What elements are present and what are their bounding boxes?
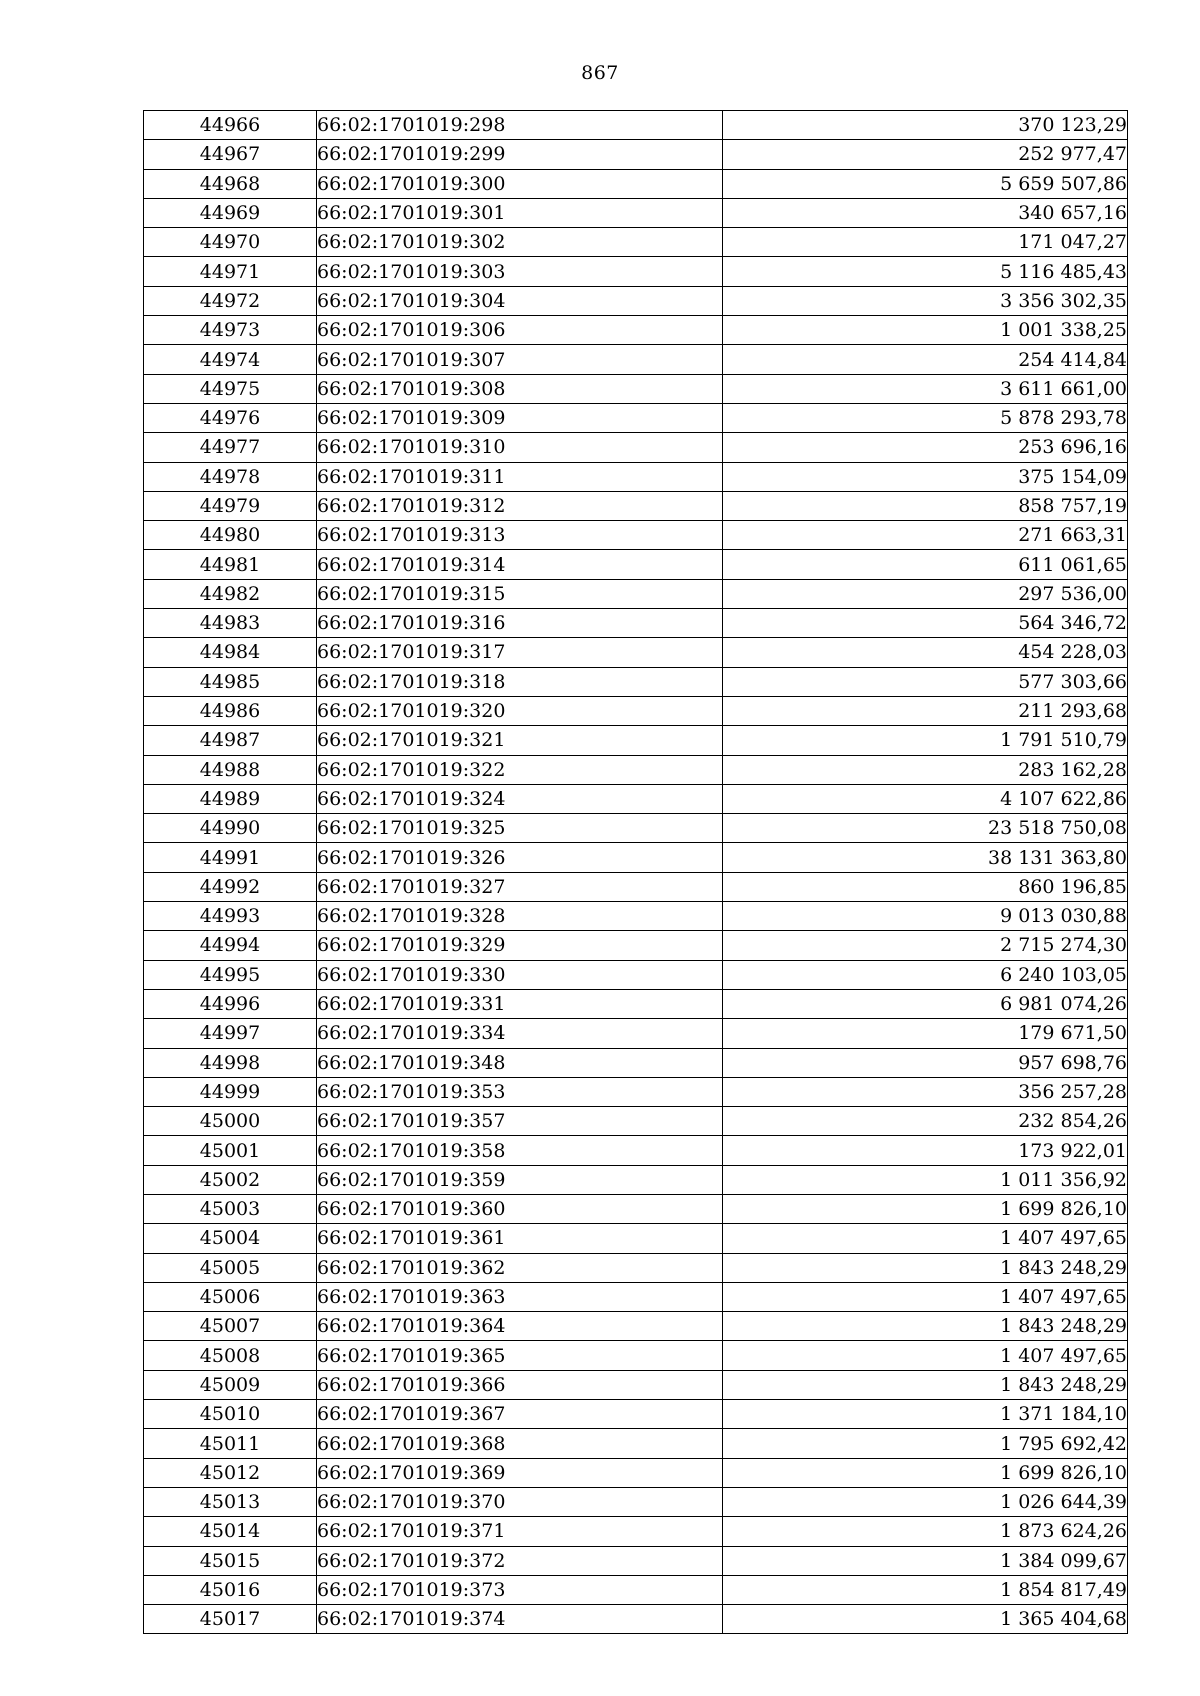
table-row (144, 1517, 1128, 1546)
cadastral-number-cell: 66:02:1701019:325 (317, 814, 723, 843)
cadastral-number-cell: 66:02:1701019:321 (317, 726, 723, 755)
cadastral-value-cell: 9 013 030,88 (723, 902, 1128, 931)
table-row (144, 989, 1128, 1018)
row-number-cell: 44996 (144, 989, 317, 1018)
table-row (144, 462, 1128, 491)
table-row (144, 609, 1128, 638)
cadastral-number-cell: 66:02:1701019:316 (317, 609, 723, 638)
row-number-cell: 44997 (144, 1019, 317, 1048)
cadastral-number-cell: 66:02:1701019:326 (317, 843, 723, 872)
cadastral-number-cell: 66:02:1701019:309 (317, 403, 723, 432)
cadastral-number-cell: 66:02:1701019:327 (317, 872, 723, 901)
row-number-cell: 44985 (144, 667, 317, 696)
table-row (144, 872, 1128, 901)
cadastral-number-cell: 66:02:1701019:322 (317, 755, 723, 784)
cadastral-number-cell: 66:02:1701019:353 (317, 1077, 723, 1106)
cadastral-number-cell: 66:02:1701019:320 (317, 696, 723, 725)
cadastral-number-cell: 66:02:1701019:318 (317, 667, 723, 696)
row-number-cell: 45006 (144, 1282, 317, 1311)
cadastral-number-cell: 66:02:1701019:315 (317, 579, 723, 608)
table-row (144, 1605, 1128, 1634)
table-row (144, 1136, 1128, 1165)
cadastral-number-cell: 66:02:1701019:369 (317, 1458, 723, 1487)
table-row (144, 1370, 1128, 1399)
row-number-cell: 44990 (144, 814, 317, 843)
row-number-cell: 44968 (144, 169, 317, 198)
cadastral-value-cell: 6 981 074,26 (723, 989, 1128, 1018)
row-number-cell: 45002 (144, 1165, 317, 1194)
cadastral-value-cell: 1 873 624,26 (723, 1517, 1128, 1546)
cadastral-number-cell: 66:02:1701019:331 (317, 989, 723, 1018)
cadastral-value-cell: 252 977,47 (723, 140, 1128, 169)
cadastral-value-cell: 2 715 274,30 (723, 931, 1128, 960)
cadastral-value-cell: 232 854,26 (723, 1107, 1128, 1136)
cadastral-value-table (143, 110, 1128, 1634)
cadastral-number-cell: 66:02:1701019:330 (317, 960, 723, 989)
row-number-cell: 44988 (144, 755, 317, 784)
cadastral-value-cell: 957 698,76 (723, 1048, 1128, 1077)
row-number-cell: 45016 (144, 1575, 317, 1604)
cadastral-number-cell: 66:02:1701019:363 (317, 1282, 723, 1311)
table-row (144, 1194, 1128, 1223)
row-number-cell: 44986 (144, 696, 317, 725)
table-row (144, 1487, 1128, 1516)
row-number-cell: 44969 (144, 198, 317, 227)
row-number-cell: 44973 (144, 316, 317, 345)
row-number-cell: 44994 (144, 931, 317, 960)
cadastral-number-cell: 66:02:1701019:329 (317, 931, 723, 960)
row-number-cell: 44993 (144, 902, 317, 931)
row-number-cell: 44977 (144, 433, 317, 462)
row-number-cell: 44967 (144, 140, 317, 169)
row-number-cell: 45007 (144, 1312, 317, 1341)
cadastral-number-cell: 66:02:1701019:301 (317, 198, 723, 227)
table-row (144, 960, 1128, 989)
cadastral-number-cell: 66:02:1701019:308 (317, 374, 723, 403)
cadastral-value-cell: 1 407 497,65 (723, 1341, 1128, 1370)
table-row (144, 1253, 1128, 1282)
cadastral-value-cell: 23 518 750,08 (723, 814, 1128, 843)
cadastral-number-cell: 66:02:1701019:302 (317, 228, 723, 257)
row-number-cell: 44981 (144, 550, 317, 579)
cadastral-number-cell: 66:02:1701019:365 (317, 1341, 723, 1370)
cadastral-value-cell: 370 123,29 (723, 111, 1128, 140)
cadastral-value-cell: 454 228,03 (723, 638, 1128, 667)
cadastral-value-cell: 3 356 302,35 (723, 286, 1128, 315)
table-row (144, 638, 1128, 667)
cadastral-value-cell: 356 257,28 (723, 1077, 1128, 1106)
table-row (144, 1575, 1128, 1604)
row-number-cell: 45009 (144, 1370, 317, 1399)
cadastral-value-cell: 1 843 248,29 (723, 1312, 1128, 1341)
row-number-cell: 45015 (144, 1546, 317, 1575)
table-row (144, 228, 1128, 257)
table-row (144, 696, 1128, 725)
cadastral-value-cell: 253 696,16 (723, 433, 1128, 462)
table-row (144, 491, 1128, 520)
table-row (144, 843, 1128, 872)
cadastral-value-cell: 1 843 248,29 (723, 1370, 1128, 1399)
cadastral-value-cell: 1 791 510,79 (723, 726, 1128, 755)
table-row (144, 1312, 1128, 1341)
table-row (144, 1224, 1128, 1253)
cadastral-number-cell: 66:02:1701019:299 (317, 140, 723, 169)
cadastral-value-cell: 1 001 338,25 (723, 316, 1128, 345)
row-number-cell: 44978 (144, 462, 317, 491)
cadastral-value-cell: 5 116 485,43 (723, 257, 1128, 286)
row-number-cell: 44984 (144, 638, 317, 667)
table-row (144, 1546, 1128, 1575)
cadastral-value-cell: 611 061,65 (723, 550, 1128, 579)
table-row (144, 374, 1128, 403)
table-row (144, 1019, 1128, 1048)
table-row (144, 1282, 1128, 1311)
cadastral-value-cell: 1 371 184,10 (723, 1400, 1128, 1429)
row-number-cell: 44976 (144, 403, 317, 432)
cadastral-value-cell: 860 196,85 (723, 872, 1128, 901)
cadastral-value-cell: 5 878 293,78 (723, 403, 1128, 432)
row-number-cell: 45011 (144, 1429, 317, 1458)
cadastral-value-cell: 38 131 363,80 (723, 843, 1128, 872)
cadastral-number-cell: 66:02:1701019:311 (317, 462, 723, 491)
cadastral-number-cell: 66:02:1701019:370 (317, 1487, 723, 1516)
row-number-cell: 45000 (144, 1107, 317, 1136)
table-row (144, 433, 1128, 462)
cadastral-number-cell: 66:02:1701019:313 (317, 521, 723, 550)
cadastral-number-cell: 66:02:1701019:361 (317, 1224, 723, 1253)
table-row (144, 1165, 1128, 1194)
cadastral-value-cell: 1 699 826,10 (723, 1458, 1128, 1487)
cadastral-number-cell: 66:02:1701019:366 (317, 1370, 723, 1399)
row-number-cell: 44974 (144, 345, 317, 374)
cadastral-number-cell: 66:02:1701019:362 (317, 1253, 723, 1282)
row-number-cell: 44972 (144, 286, 317, 315)
row-number-cell: 44980 (144, 521, 317, 550)
row-number-cell: 45010 (144, 1400, 317, 1429)
cadastral-number-cell: 66:02:1701019:371 (317, 1517, 723, 1546)
cadastral-number-cell: 66:02:1701019:334 (317, 1019, 723, 1048)
cadastral-value-cell: 375 154,09 (723, 462, 1128, 491)
cadastral-number-cell: 66:02:1701019:374 (317, 1605, 723, 1634)
cadastral-value-cell: 297 536,00 (723, 579, 1128, 608)
row-number-cell: 44995 (144, 960, 317, 989)
cadastral-value-cell: 5 659 507,86 (723, 169, 1128, 198)
cadastral-number-cell: 66:02:1701019:372 (317, 1546, 723, 1575)
cadastral-value-cell: 1 795 692,42 (723, 1429, 1128, 1458)
row-number-cell: 44983 (144, 609, 317, 638)
row-number-cell: 45004 (144, 1224, 317, 1253)
table-body (144, 111, 1128, 1634)
cadastral-number-cell: 66:02:1701019:300 (317, 169, 723, 198)
cadastral-number-cell: 66:02:1701019:303 (317, 257, 723, 286)
cadastral-number-cell: 66:02:1701019:307 (317, 345, 723, 374)
row-number-cell: 45008 (144, 1341, 317, 1370)
cadastral-value-cell: 577 303,66 (723, 667, 1128, 696)
cadastral-number-cell: 66:02:1701019:364 (317, 1312, 723, 1341)
table-row (144, 345, 1128, 374)
cadastral-value-cell: 171 047,27 (723, 228, 1128, 257)
row-number-cell: 44987 (144, 726, 317, 755)
table-row (144, 902, 1128, 931)
table-row (144, 931, 1128, 960)
row-number-cell: 44971 (144, 257, 317, 286)
row-number-cell: 45017 (144, 1605, 317, 1634)
cadastral-number-cell: 66:02:1701019:328 (317, 902, 723, 931)
cadastral-number-cell: 66:02:1701019:373 (317, 1575, 723, 1604)
cadastral-value-cell: 1 011 356,92 (723, 1165, 1128, 1194)
cadastral-number-cell: 66:02:1701019:317 (317, 638, 723, 667)
cadastral-value-cell: 283 162,28 (723, 755, 1128, 784)
cadastral-value-cell: 211 293,68 (723, 696, 1128, 725)
cadastral-number-cell: 66:02:1701019:324 (317, 784, 723, 813)
row-number-cell: 44970 (144, 228, 317, 257)
row-number-cell: 44982 (144, 579, 317, 608)
table-row (144, 1107, 1128, 1136)
table-row (144, 1458, 1128, 1487)
table-row (144, 784, 1128, 813)
table-row (144, 316, 1128, 345)
cadastral-value-cell: 179 671,50 (723, 1019, 1128, 1048)
row-number-cell: 45005 (144, 1253, 317, 1282)
cadastral-value-cell: 254 414,84 (723, 345, 1128, 374)
cadastral-number-cell: 66:02:1701019:314 (317, 550, 723, 579)
cadastral-number-cell: 66:02:1701019:304 (317, 286, 723, 315)
row-number-cell: 44989 (144, 784, 317, 813)
table-row (144, 1077, 1128, 1106)
table-row (144, 814, 1128, 843)
row-number-cell: 44999 (144, 1077, 317, 1106)
row-number-cell: 45012 (144, 1458, 317, 1487)
cadastral-number-cell: 66:02:1701019:312 (317, 491, 723, 520)
row-number-cell: 44991 (144, 843, 317, 872)
cadastral-value-cell: 6 240 103,05 (723, 960, 1128, 989)
row-number-cell: 44975 (144, 374, 317, 403)
cadastral-number-cell: 66:02:1701019:368 (317, 1429, 723, 1458)
row-number-cell: 45001 (144, 1136, 317, 1165)
row-number-cell: 44998 (144, 1048, 317, 1077)
row-number-cell: 45014 (144, 1517, 317, 1546)
page-number: 867 (581, 62, 619, 84)
table-row (144, 521, 1128, 550)
table-row (144, 1429, 1128, 1458)
table-row (144, 550, 1128, 579)
cadastral-number-cell: 66:02:1701019:367 (317, 1400, 723, 1429)
cadastral-value-cell: 271 663,31 (723, 521, 1128, 550)
table-row (144, 257, 1128, 286)
table-row (144, 579, 1128, 608)
cadastral-value-cell: 4 107 622,86 (723, 784, 1128, 813)
table-row (144, 198, 1128, 227)
cadastral-number-cell: 66:02:1701019:348 (317, 1048, 723, 1077)
table-row (144, 1341, 1128, 1370)
cadastral-value-cell: 340 657,16 (723, 198, 1128, 227)
table-row (144, 286, 1128, 315)
cadastral-value-cell: 564 346,72 (723, 609, 1128, 638)
table-row (144, 726, 1128, 755)
cadastral-number-cell: 66:02:1701019:358 (317, 1136, 723, 1165)
row-number-cell: 44992 (144, 872, 317, 901)
cadastral-number-cell: 66:02:1701019:359 (317, 1165, 723, 1194)
cadastral-value-cell: 173 922,01 (723, 1136, 1128, 1165)
table-row (144, 667, 1128, 696)
table-row (144, 140, 1128, 169)
row-number-cell: 44966 (144, 111, 317, 140)
cadastral-value-cell: 1 407 497,65 (723, 1282, 1128, 1311)
table-row (144, 755, 1128, 784)
table-row (144, 1048, 1128, 1077)
table-row (144, 1400, 1128, 1429)
table-row (144, 169, 1128, 198)
cadastral-value-cell: 1 843 248,29 (723, 1253, 1128, 1282)
cadastral-value-cell: 1 365 404,68 (723, 1605, 1128, 1634)
cadastral-value-cell: 858 757,19 (723, 491, 1128, 520)
cadastral-value-cell: 1 026 644,39 (723, 1487, 1128, 1516)
row-number-cell: 45003 (144, 1194, 317, 1223)
cadastral-number-cell: 66:02:1701019:306 (317, 316, 723, 345)
row-number-cell: 45013 (144, 1487, 317, 1516)
cadastral-value-cell: 1 699 826,10 (723, 1194, 1128, 1223)
cadastral-number-cell: 66:02:1701019:310 (317, 433, 723, 462)
cadastral-number-cell: 66:02:1701019:298 (317, 111, 723, 140)
cadastral-value-cell: 1 407 497,65 (723, 1224, 1128, 1253)
table-row (144, 111, 1128, 140)
cadastral-number-cell: 66:02:1701019:357 (317, 1107, 723, 1136)
cadastral-value-cell: 1 854 817,49 (723, 1575, 1128, 1604)
cadastral-value-cell: 1 384 099,67 (723, 1546, 1128, 1575)
table-row (144, 403, 1128, 432)
row-number-cell: 44979 (144, 491, 317, 520)
cadastral-number-cell: 66:02:1701019:360 (317, 1194, 723, 1223)
cadastral-value-cell: 3 611 661,00 (723, 374, 1128, 403)
